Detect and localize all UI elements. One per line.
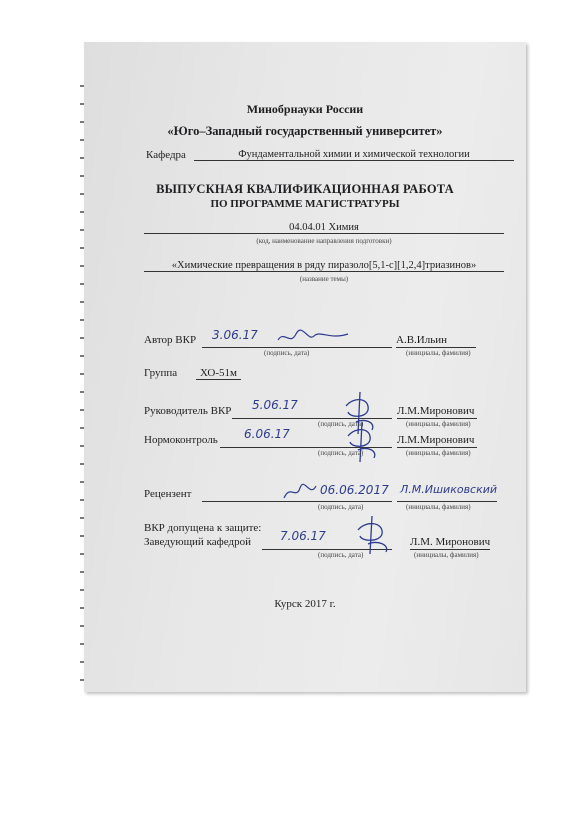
author-sign-caption: (подпись, дата) xyxy=(264,349,310,357)
normcontrol-signature xyxy=(338,418,384,466)
supervisor-date: 5.06.17 xyxy=(252,398,298,412)
specialty-value: 04.04.01 Химия xyxy=(144,222,504,234)
reviewer-label: Рецензент xyxy=(144,488,192,500)
city-year: Курск 2017 г. xyxy=(274,598,336,610)
document-title: ВЫПУСКНАЯ КВАЛИФИКАЦИОННАЯ РАБОТА xyxy=(156,182,454,196)
normcontrol-name: Л.М.Миронович xyxy=(397,434,475,446)
supervisor-name: Л.М.Миронович xyxy=(397,405,475,417)
supervisor-initials-caption: (инициалы, фамилия) xyxy=(406,420,471,428)
author-signature xyxy=(274,326,354,348)
reviewer-name-line xyxy=(397,501,497,502)
theme-value: «Химические превращения в ряду пиразоло[5,1-c][1,2,4]триазинов» xyxy=(144,260,504,272)
supervisor-name-line xyxy=(397,418,477,419)
reviewer-sign-caption: (подпись, дата) xyxy=(318,503,364,511)
head-sign-caption: (подпись, дата) xyxy=(318,551,364,559)
normcontrol-initials-caption: (инициалы, фамилия) xyxy=(406,449,471,457)
author-initials-caption: (инициалы, фамилия) xyxy=(406,349,471,357)
head-name-line xyxy=(410,549,490,550)
head-date: 7.06.17 xyxy=(280,529,326,543)
specialty-caption: (код, наименование направления подготовки) xyxy=(256,237,392,245)
theme-caption: (название темы) xyxy=(299,275,349,283)
head-label: Заведующий кафедрой xyxy=(144,536,251,548)
department-label: Кафедра xyxy=(146,149,186,161)
reviewer-date: 06.06.2017 xyxy=(320,483,389,497)
title-page xyxy=(84,42,526,692)
normcontrol-sign-caption: (подпись, дата) xyxy=(318,449,364,457)
author-label: Автор ВКР xyxy=(144,334,197,346)
author-date: 3.06.17 xyxy=(212,328,258,342)
normcontrol-name-line xyxy=(397,447,477,448)
university-name: «Юго–Западный государственный университет» xyxy=(167,124,443,138)
department-value: Фундаментальной химии и химической технологии xyxy=(194,149,514,161)
author-name: А.В.Ильин xyxy=(396,334,448,346)
admitted-label: ВКР допущена к защите: xyxy=(144,522,262,534)
normcontrol-date: 6.06.17 xyxy=(244,427,290,441)
group-value: ХО-51м xyxy=(196,367,241,380)
head-initials-caption: (инициалы, фамилия) xyxy=(414,551,479,559)
author-name-line xyxy=(396,347,476,348)
ministry-name: Минобрнауки России xyxy=(246,102,364,116)
reviewer-signature xyxy=(282,480,318,504)
normcontrol-label: Нормоконтроль xyxy=(144,434,218,446)
supervisor-sign-caption: (подпись, дата) xyxy=(318,420,364,428)
reviewer-name: Л.М.Ишиковский xyxy=(400,483,498,496)
group-label: Группа xyxy=(144,367,178,379)
document-subtitle: ПО ПРОГРАММЕ МАГИСТРАТУРЫ xyxy=(210,198,400,210)
supervisor-label: Руководитель ВКР xyxy=(144,405,232,417)
reviewer-initials-caption: (инициалы, фамилия) xyxy=(406,503,471,511)
head-name: Л.М. Миронович xyxy=(410,536,491,548)
